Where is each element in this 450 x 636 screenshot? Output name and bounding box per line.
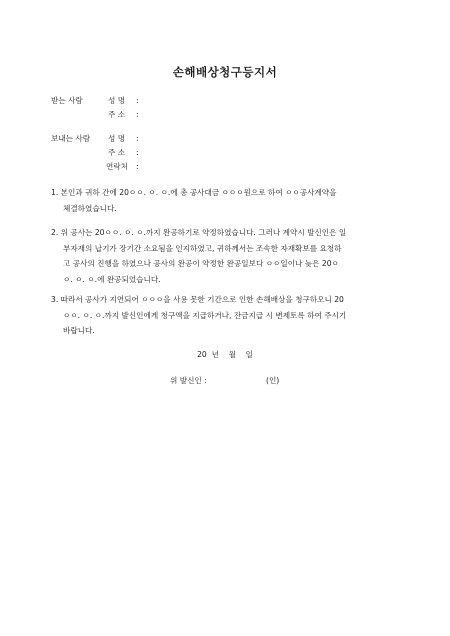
sender-name-label: 성 명 bbox=[108, 134, 126, 143]
sender-address-label: 주 소 bbox=[108, 148, 126, 157]
paragraph-line: ㅇㅇ. ㅇ. ㅇ.까지 발신인에게 청구액을 지급하거나, 잔금지급 시 변제토록 하여 주시기 bbox=[63, 310, 347, 320]
sender-contact-colon: : bbox=[136, 162, 139, 171]
sender-address-colon: : bbox=[136, 148, 139, 157]
receiver-address-colon: : bbox=[136, 110, 139, 119]
sender-name-colon: : bbox=[136, 134, 139, 143]
receiver-name-label: 성 명 bbox=[108, 96, 126, 105]
receiver-label: 받는 사람 bbox=[51, 96, 83, 105]
receiver-address-label: 주 소 bbox=[108, 110, 126, 119]
signature-label: 위 발신인 : bbox=[170, 376, 207, 385]
paragraph-1 bbox=[51, 185, 396, 216]
paragraph-line: 2. 위 공사는 20ㅇㅇ. ㅇ. ㅇ.까지 완공하기로 약정하였습니다. 그러나 계약시 발신인은 일 bbox=[51, 228, 347, 237]
paragraph-line: 체결하였습니다. bbox=[63, 203, 117, 213]
sender-label: 보내는 사람 bbox=[51, 134, 91, 143]
receiver-name-colon: : bbox=[136, 96, 139, 105]
paragraph-line: 3. 따라서 공사가 지연되어 ㅇㅇㅇ을 사용 못한 기간으로 인한 손해배상을 청구하오니 20 bbox=[51, 295, 344, 304]
paragraph-line: 고 공사의 진행을 하였으나 공사의 완공이 약정한 완공일보다 ㅇㅇ일이나 늦은 20ㅇ bbox=[63, 259, 339, 268]
paragraph-3 bbox=[51, 292, 396, 339]
signature-seal: (인) bbox=[266, 376, 280, 385]
sender-contact-label: 연락처 bbox=[106, 162, 129, 171]
paragraph-line: 바랍니다. bbox=[63, 326, 95, 335]
paragraph-line: 1. 본인과 귀하 간에 20ㅇㅇ. ㅇ. ㅇ.에 총 공사대금 ㅇㅇㅇ원으로 하여 ㅇㅇ공사계약을 bbox=[51, 188, 337, 197]
document-title: 손해배상청구등지서 bbox=[172, 65, 278, 79]
paragraph-line: ㅇ. ㅇ. ㅇ.에 완공되었습니다. bbox=[63, 274, 161, 284]
paragraph-2 bbox=[51, 225, 396, 287]
paragraph-line: 부자재의 납기가 장기간 소요됨을 인지하였고, 귀하께서는 조속한 자재확보를 요청하 bbox=[63, 243, 342, 253]
date-line: 20 년 월 일 bbox=[197, 350, 253, 359]
